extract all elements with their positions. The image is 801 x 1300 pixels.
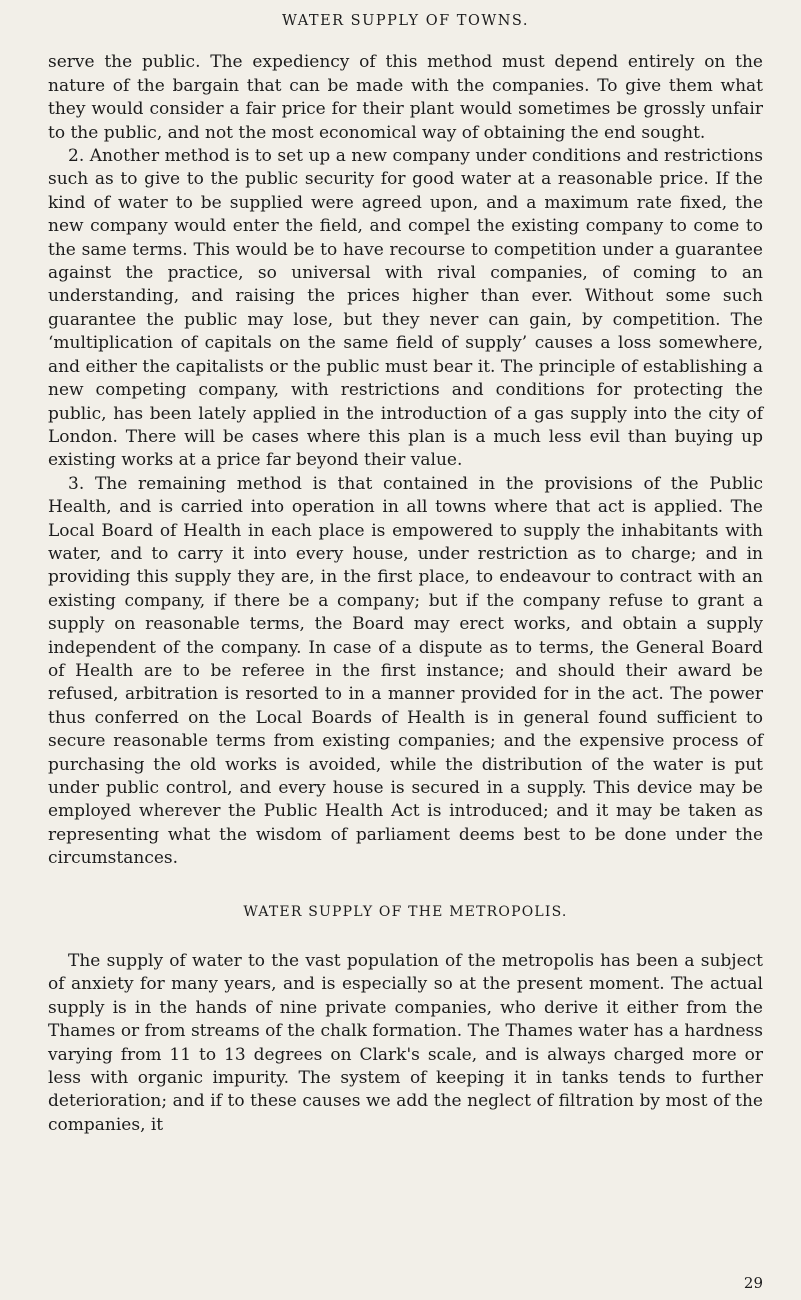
running-head: WATER SUPPLY OF TOWNS.: [282, 13, 529, 29]
page: [48, 10, 763, 1292]
paragraph-method-2: 2. Another method is to set up a new company under conditions and restrictions such as to give to the public security for good water at a reasonable price. If the kind of water to be supplied were agreed upon, and a maximum rate fixed, the new company would enter the field, and compel the existing company to come to the same terms. This would be to have recourse to competition under a guarantee against the practice, so universal with rival companies, of coming to an understanding, and raising the prices higher than ever. Without some such guarantee the public may lose, but they never can gain, by competition. The ‘multiplication of capitals on the same field of supply’ causes a loss somewhere, and either the capitalists or the public must bear it. The principle of establishing a new competing company, with restrictions and conditions for protecting the public, has been lately applied in the introduction of a gas supply into the city of London. There will be cases where this plan is a much less evil than buying up existing works at a price far beyond their value.: [48, 146, 763, 471]
paragraph-method-3: 3. The remaining method is that contained in the provisions of the Public Health, and is carried into operation in all towns where that act is applied. The Local Board of Health in each place is empowered to supply the inhabitants with water, and to carry it into every house, under restriction as to charge; and in providing this supply they are, in the first place, to endeavour to contract with an existing company, if there be a company; but if the company refuse to grant a supply on reasonable terms, the Board may erect works, and obtain a supply independent of the company. In case of a dispute as to terms, the General Board of Health are to be referee in the first instance; and should their award be refused, arbitration is resorted to in a manner provided for in the act. The power thus conferred on the Local Boards of Health is in general found sufficient to secure reasonable terms from existing companies; and the expensive process of purchasing the old works is avoided, while the distribution of the water is put under public control, and every house is secured in a supply. This device may be employed wherever the Public Health Act is introduced; and it may be taken as representing what the wisdom of parliament deems best to be done under the circumstances.: [48, 473, 763, 869]
paragraph-continuation: serve the public. The expediency of this method must depend entirely on the nature of the bargain that can be made with the companies. To give them what they would consider a fair price for their plant would sometimes be grossly unfair to the public, and not the most economical way of obtaining the end sought.: [48, 52, 763, 143]
page-number: 29: [743, 1274, 763, 1292]
section-heading: WATER SUPPLY OF THE METROPOLIS.: [243, 903, 568, 920]
paragraph-metropolis: The supply of water to the vast population of the metropolis has been a subject of anxiety for many years, and is especially so at the present moment. The actual supply is in the hands of nine private companies, who derive it either from the Thames or from streams of the chalk formation. The Thames water has a hardness varying from 11 to 13 degrees on Clark's scale, and is always charged more or less with organic impurity. The system of keeping it in tanks tends to further deterioration; and if to these causes we add the neglect of filtration by most of the companies, it: [48, 951, 763, 1135]
